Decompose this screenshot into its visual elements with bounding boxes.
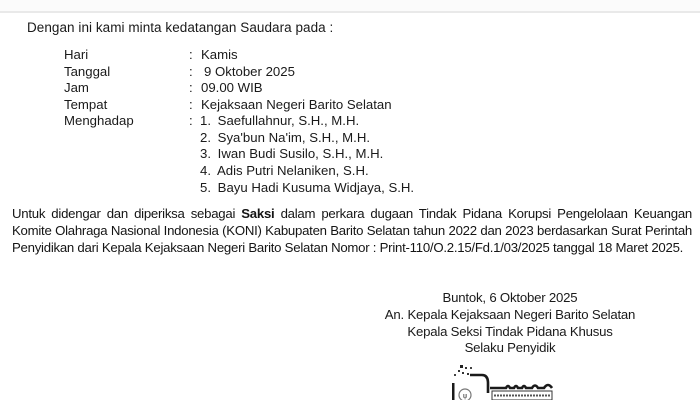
signer-role: Selaku Penyidik xyxy=(464,340,556,356)
person-name: Iwan Budi Susilo, S.H., M.H. xyxy=(217,146,384,162)
list-number: 2. xyxy=(200,129,211,145)
list-item xyxy=(200,163,414,180)
intro-text: Dengan ini kami minta kedatangan Saudara pada : xyxy=(27,20,334,35)
list-item xyxy=(200,180,414,197)
field-value-time: 09.00 WIB xyxy=(201,80,263,96)
prosecutor-office-stamp-icon xyxy=(448,363,568,400)
list-item xyxy=(200,130,414,147)
place-date: Buntok, 6 Oktober 2025 xyxy=(442,290,578,305)
paragraph-text-start: Untuk didengar dan diperiksa sebagai xyxy=(12,206,242,221)
list-number: 1. xyxy=(200,113,211,128)
person-name: Saefullahnur, S.H., M.H. xyxy=(217,113,360,128)
list-item xyxy=(200,113,414,130)
field-colon: : xyxy=(189,113,193,129)
list-number: 3. xyxy=(200,146,211,162)
field-colon: : xyxy=(189,80,193,96)
field-label: Tanggal xyxy=(64,63,111,79)
field-label: Jam xyxy=(64,80,89,96)
summoned-persons-list xyxy=(200,113,414,196)
signer-position: Kepala Seksi Tindak Pidana Khusus xyxy=(407,323,613,339)
field-value-day: Kamis xyxy=(201,47,238,62)
person-name: Sya'bun Na'im, S.H., M.H. xyxy=(217,129,371,145)
person-name: Adis Putri Nelaniken, S.H. xyxy=(216,163,369,179)
field-label: Hari xyxy=(64,47,89,62)
field-colon: : xyxy=(189,47,193,62)
field-value-place: Kejaksaan Negeri Barito Selatan xyxy=(201,96,392,112)
witness-keyword: Saksi xyxy=(241,206,275,221)
on-behalf-of: An. Kepala Kejaksaan Negeri Barito Selatan xyxy=(384,306,636,322)
field-colon: : xyxy=(189,63,193,79)
person-name: Bayu Hadi Kusuma Widjaya, S.H. xyxy=(217,179,415,195)
signature-block xyxy=(360,290,660,357)
field-label: Menghadap xyxy=(64,113,134,129)
list-number: 5. xyxy=(200,179,211,195)
list-item xyxy=(200,146,414,163)
list-number: 4. xyxy=(200,163,211,179)
field-colon: : xyxy=(189,96,193,112)
paragraph-text-rest: dalam perkara dugaan Tindak Pidana Korupsi Pengelolaan Keuangan Komite Olahraga Nasional Indonesia (KONI) Kabupaten Barito Selatan tahun 2022 dan 2023 berdasarkan Surat Perintah Penyidikan dari Kepala Kejaksaan Negeri Barito Selatan Nomor : Print-110/O.2.15/Fd.1/03/2025 tanggal 18 Maret 2025. xyxy=(12,206,692,255)
purpose-paragraph xyxy=(12,205,692,256)
field-label: Tempat xyxy=(64,96,108,112)
field-value-date: 9 Oktober 2025 xyxy=(204,63,295,79)
svg-text:ψ: ψ xyxy=(462,392,468,400)
